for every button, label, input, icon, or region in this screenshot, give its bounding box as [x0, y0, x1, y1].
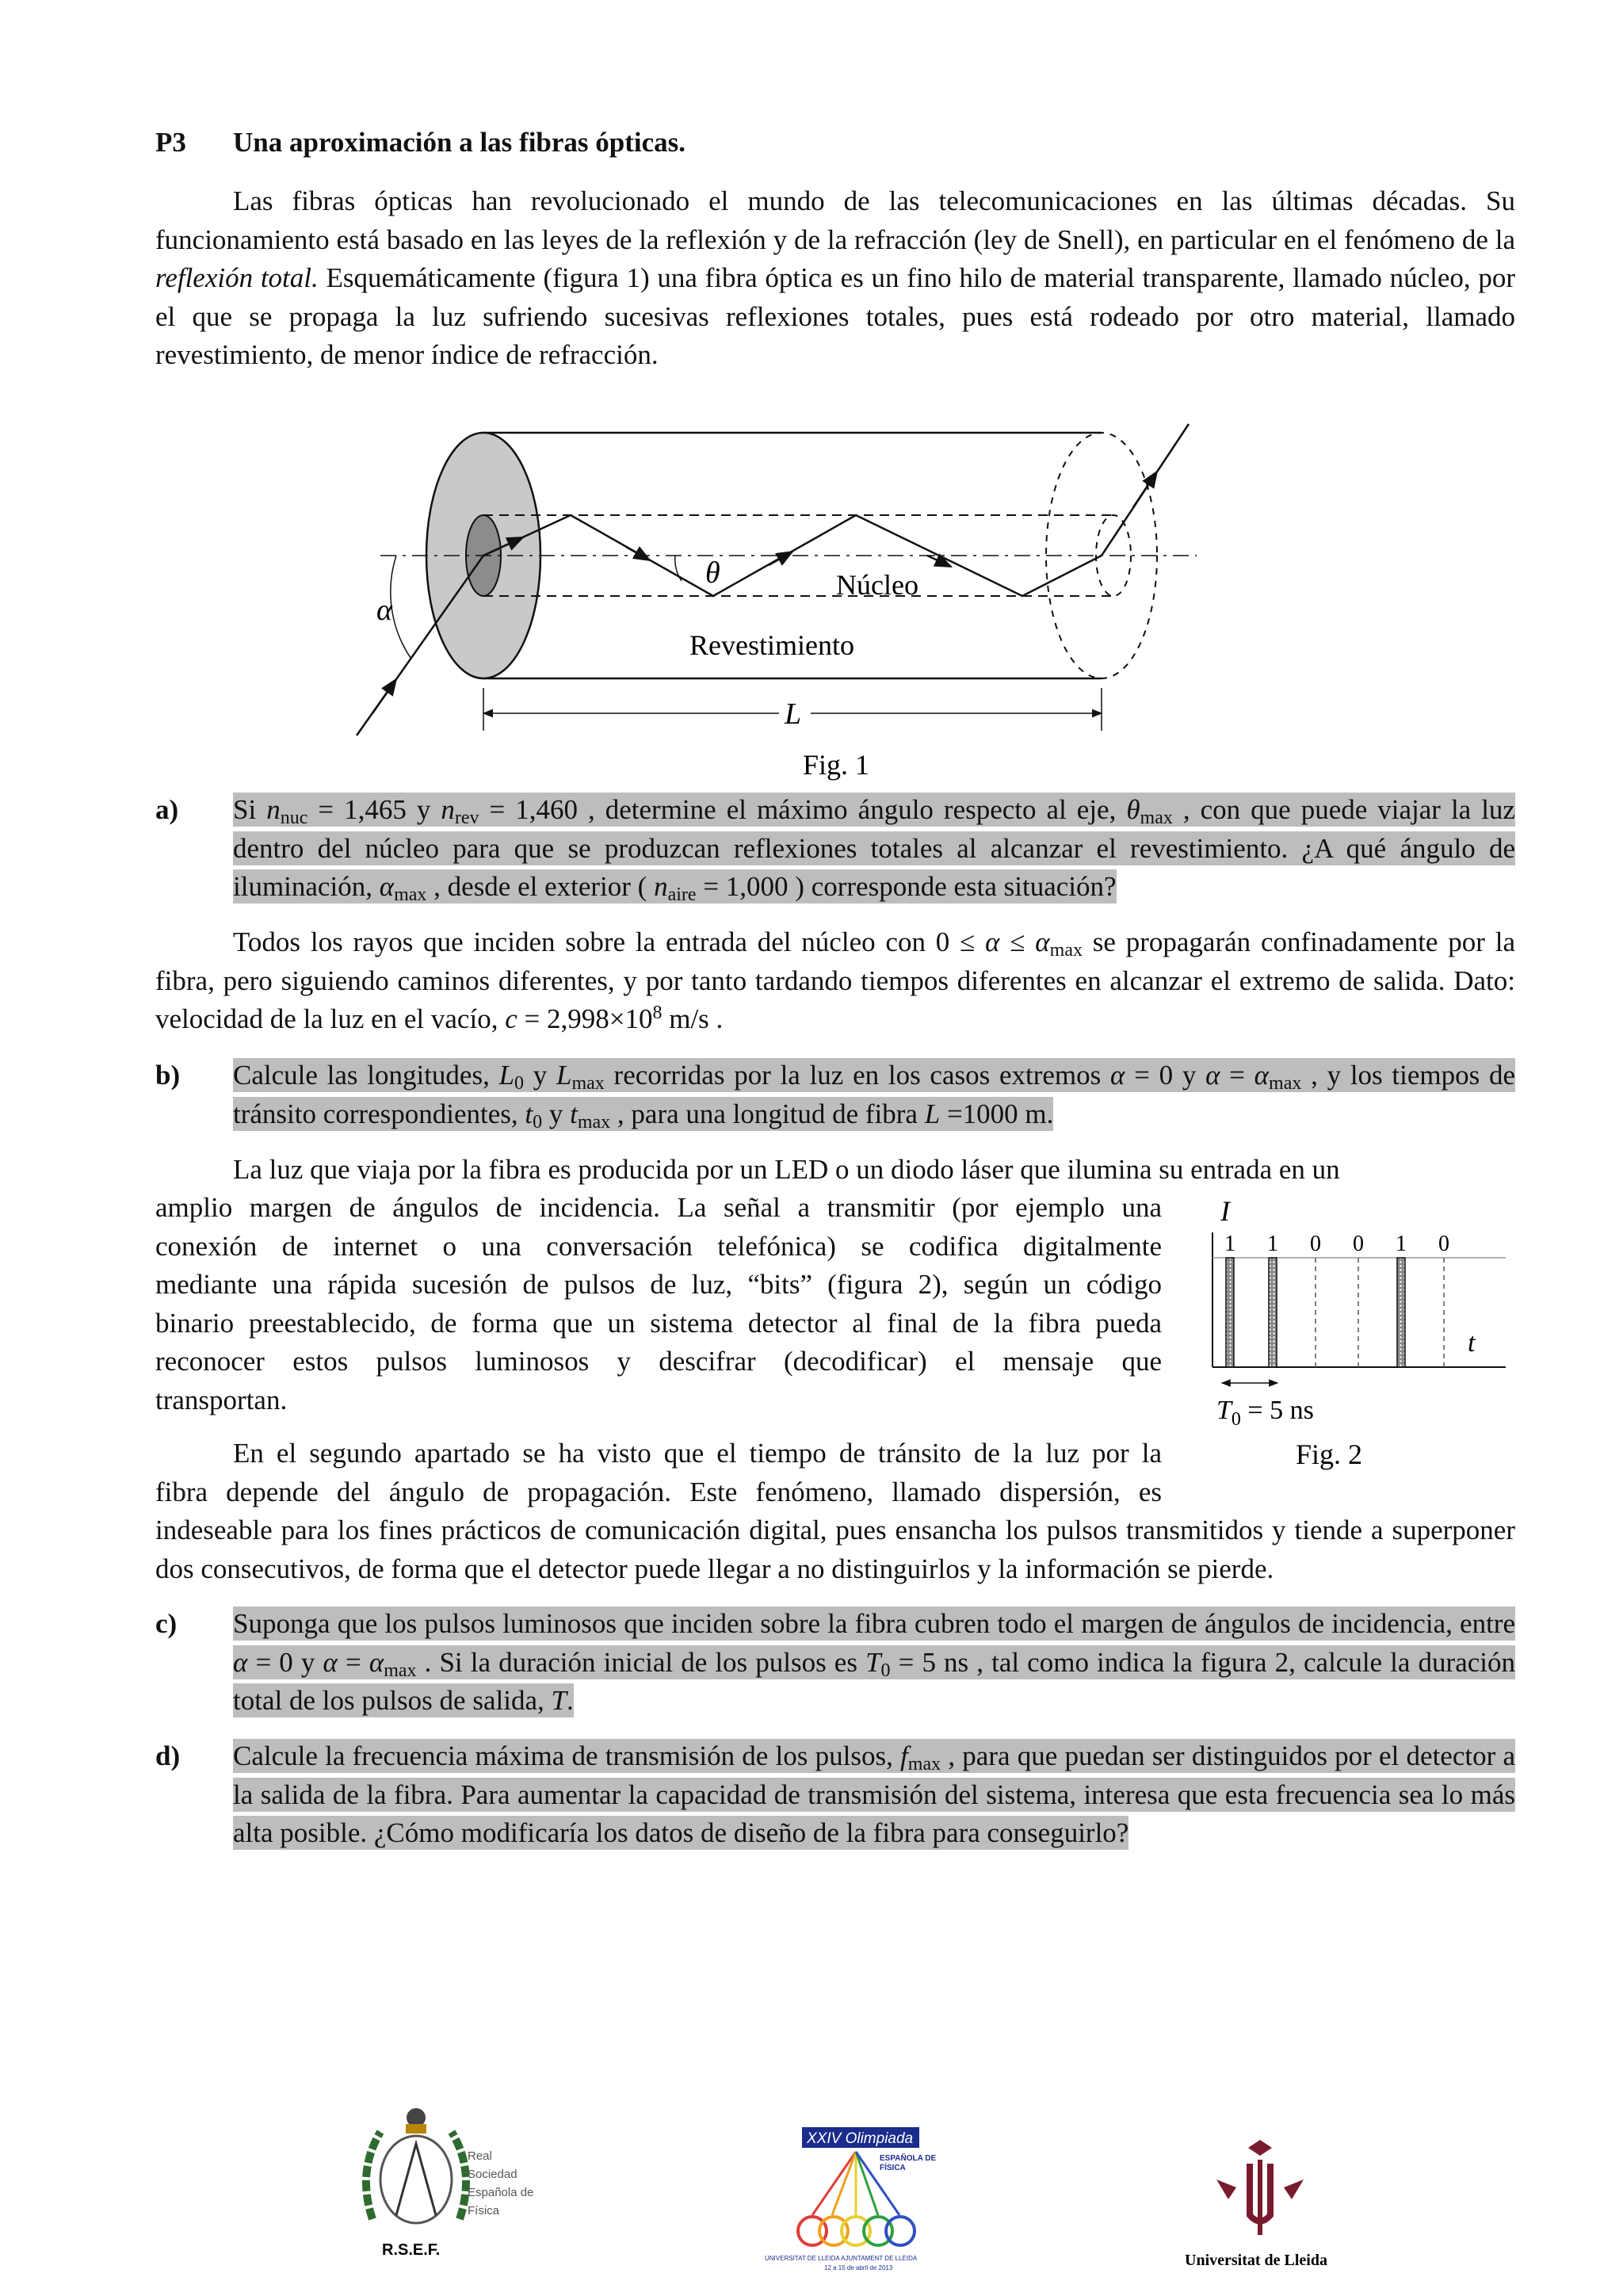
figure-2-caption: Fig. 2	[1296, 1438, 1363, 1470]
axis-x-label: t	[1468, 1328, 1476, 1358]
pulse-bar	[1269, 1258, 1277, 1367]
svg-text:Sociedad: Sociedad	[468, 2168, 517, 2181]
bit-label: 1	[1396, 1232, 1407, 1256]
part-a-text: Si $n_{nuc} = 1,465$ y $n_{rev} = 1,460$ , determine el máximo ángulo respecto al eje, $\theta_{max}$ , con que puede viajar la luz dentro del núcleo para que se produzcan reflexiones totales al alcanzar el revestimiento. ¿A qué ángulo de iluminación, $\alpha_{max}$ , desde el exterior ( $n_{aire} = 1,000$ ) corresponde esta situación?	[233, 794, 1515, 905]
udl-logo	[1173, 2140, 1347, 2275]
pulse-width-label: $T_0 = 5$ ns	[1216, 1396, 1314, 1430]
alpha-angle-arc	[391, 556, 411, 658]
bit-label: 1	[1267, 1232, 1278, 1256]
pulse-bar	[1397, 1258, 1405, 1367]
part-b	[155, 1056, 1515, 1136]
alpha-label: α	[376, 594, 392, 627]
problem-title-text: Una aproximación a las fibras ópticas.	[233, 127, 686, 158]
part-b-text: Calcule las longitudes, $L_0$ y $L_{max}$ recorridas por la luz en los casos extremos α = 0 y $\alpha = \alpha_{max}$ , y los tiempos de tránsito correspondientes, $t_0$ y $t_{max}$ , para una longitud de fibra L =1000 m.	[233, 1060, 1515, 1133]
part-c-label: c)	[155, 1608, 178, 1639]
svg-text:Real: Real	[468, 2149, 492, 2163]
bit-label: 0	[1353, 1232, 1364, 1256]
figure-1-caption: Fig. 1	[803, 749, 870, 781]
theta-label: θ	[705, 556, 720, 590]
rsef-logo	[349, 2100, 555, 2267]
bit-label: 0	[1438, 1232, 1449, 1256]
core-label: Núcleo	[836, 569, 918, 601]
svg-text:FÍSICA: FÍSICA	[880, 2164, 906, 2172]
bit-labels	[1224, 1232, 1449, 1256]
olympiad-logo	[761, 2124, 991, 2275]
part-d-text: Calcule la frecuencia máxima de transmisión de los pulsos, $f_{max}$ , para que puedan ser distinguidos por el detector a la salida de la fibra. Para aumentar la capacidad de transmisión del sistema, interesa que esta frecuencia sea lo más alta posible. ¿Cómo modificaría los datos de diseño de la fibra para conseguirlo?	[233, 1740, 1515, 1848]
figure-2-pulse-train	[1189, 1193, 1522, 1486]
part-b-label: b)	[155, 1060, 181, 1091]
svg-text:Física: Física	[468, 2204, 500, 2218]
bit-label: 1	[1224, 1232, 1235, 1256]
problem-title	[155, 127, 685, 159]
paragraph-2: Todos los rayos que inciden sobre la entrada del núcleo con $0 \le \alpha \le \alpha_{max}$ se propagarán confinadamente por la fibra, pero siguiendo caminos diferentes, y por tanto tardando tiempos diferentes en alcanzar el extremo de salida. Dato: velocidad de la luz en el vacío, $c = 2,998\times 10^8$ m/s .	[155, 926, 1515, 1034]
bit-label: 0	[1310, 1232, 1321, 1256]
svg-text:UNIVERSITAT DE LLEIDA AJU: UNIVERSITAT DE LLEIDA AJUNTAMENT DE LLEIDA	[765, 2255, 918, 2262]
figure-1-fiber-diagram	[341, 412, 1228, 793]
intro-paragraph: Las fibras ópticas han revolucionado el mundo de las telecomunicaciones en las últimas décadas. Su funcionamiento está basado en las leyes de la reflexión y de la refracción (ley de Snell), en particular en el fenómeno de la reflexión total. Esquemáticamente (figura 1) una fibra óptica es un fino hilo de material transparente, llamado núcleo, por el que se propaga la luz sufriendo sucesivas reflexiones totales, pues está rodeado por otro material, llamado revestimiento, de menor índice de refracción.	[155, 185, 1515, 370]
part-a	[155, 791, 1515, 910]
pulse-bar	[1226, 1258, 1234, 1367]
axis-y-label: I	[1220, 1195, 1230, 1227]
rsef-acronym: R.S.E.F.	[382, 2241, 441, 2259]
part-c	[155, 1605, 1515, 1724]
paragraph-4-top: En el segundo apartado se ha visto que el tiempo de tránsito de la luz por la fibra depende del ángulo de propagación. Este fenómeno, llamado dispersión, es	[155, 1438, 1162, 1507]
problem-number: P3	[155, 127, 186, 158]
paragraph-3-body: amplio margen de ángulos de incidencia. La señal a transmitir (por ejemplo una conexión de internet o una conversación telefónica) se codifica digitalmente mediante una rápida sucesión de pulsos de luz, “bits” (figura 2), según un código binario preestablecido, de forma que un sistema detector al final de la fibra pueda reconocer estos pulsos luminosos y descifrar (decodificar) el mensaje que transportan.	[155, 1192, 1162, 1415]
part-d	[155, 1737, 1515, 1856]
olympiad-banner: XXIV Olimpiada	[807, 2130, 914, 2147]
length-label: L	[785, 697, 802, 731]
cladding-label: Revestimiento	[689, 629, 854, 661]
svg-text:ESPAÑOLA DE: ESPAÑOLA DE	[880, 2154, 937, 2163]
svg-text:Española de: Española de	[468, 2186, 534, 2199]
paragraph-4-rest: indeseable para los fines prácticos de comunicación digital, pues ensancha los pulsos transmitidos y tiende a superponer dos consecutivos, de forma que el detector puede llegar a no distinguirlos y la información se pierde.	[155, 1515, 1515, 1584]
bit-slots	[1226, 1258, 1444, 1367]
part-a-label: a)	[155, 794, 179, 825]
udl-name: Universitat de Lleida	[1185, 2252, 1327, 2269]
svg-text:12 a 15 de abril de 2013: 12 a 15 de abril de 2013	[824, 2264, 893, 2271]
part-d-label: d)	[155, 1740, 181, 1771]
paragraph-3-first-line: La luz que viaja por la fibra es producida por un LED o un diodo láser que ilumina su entrada en un	[233, 1154, 1340, 1185]
part-c-text: Suponga que los pulsos luminosos que inciden sobre la fibra cubren todo el margen de ángulos de incidencia, entre α = 0 y $\alpha = \alpha_{max}$ . Si la duración inicial de los pulsos es $T_0 = 5$ ns , tal como indica la figura 2, calcule la duración total de los pulsos de salida, T.	[233, 1608, 1515, 1716]
